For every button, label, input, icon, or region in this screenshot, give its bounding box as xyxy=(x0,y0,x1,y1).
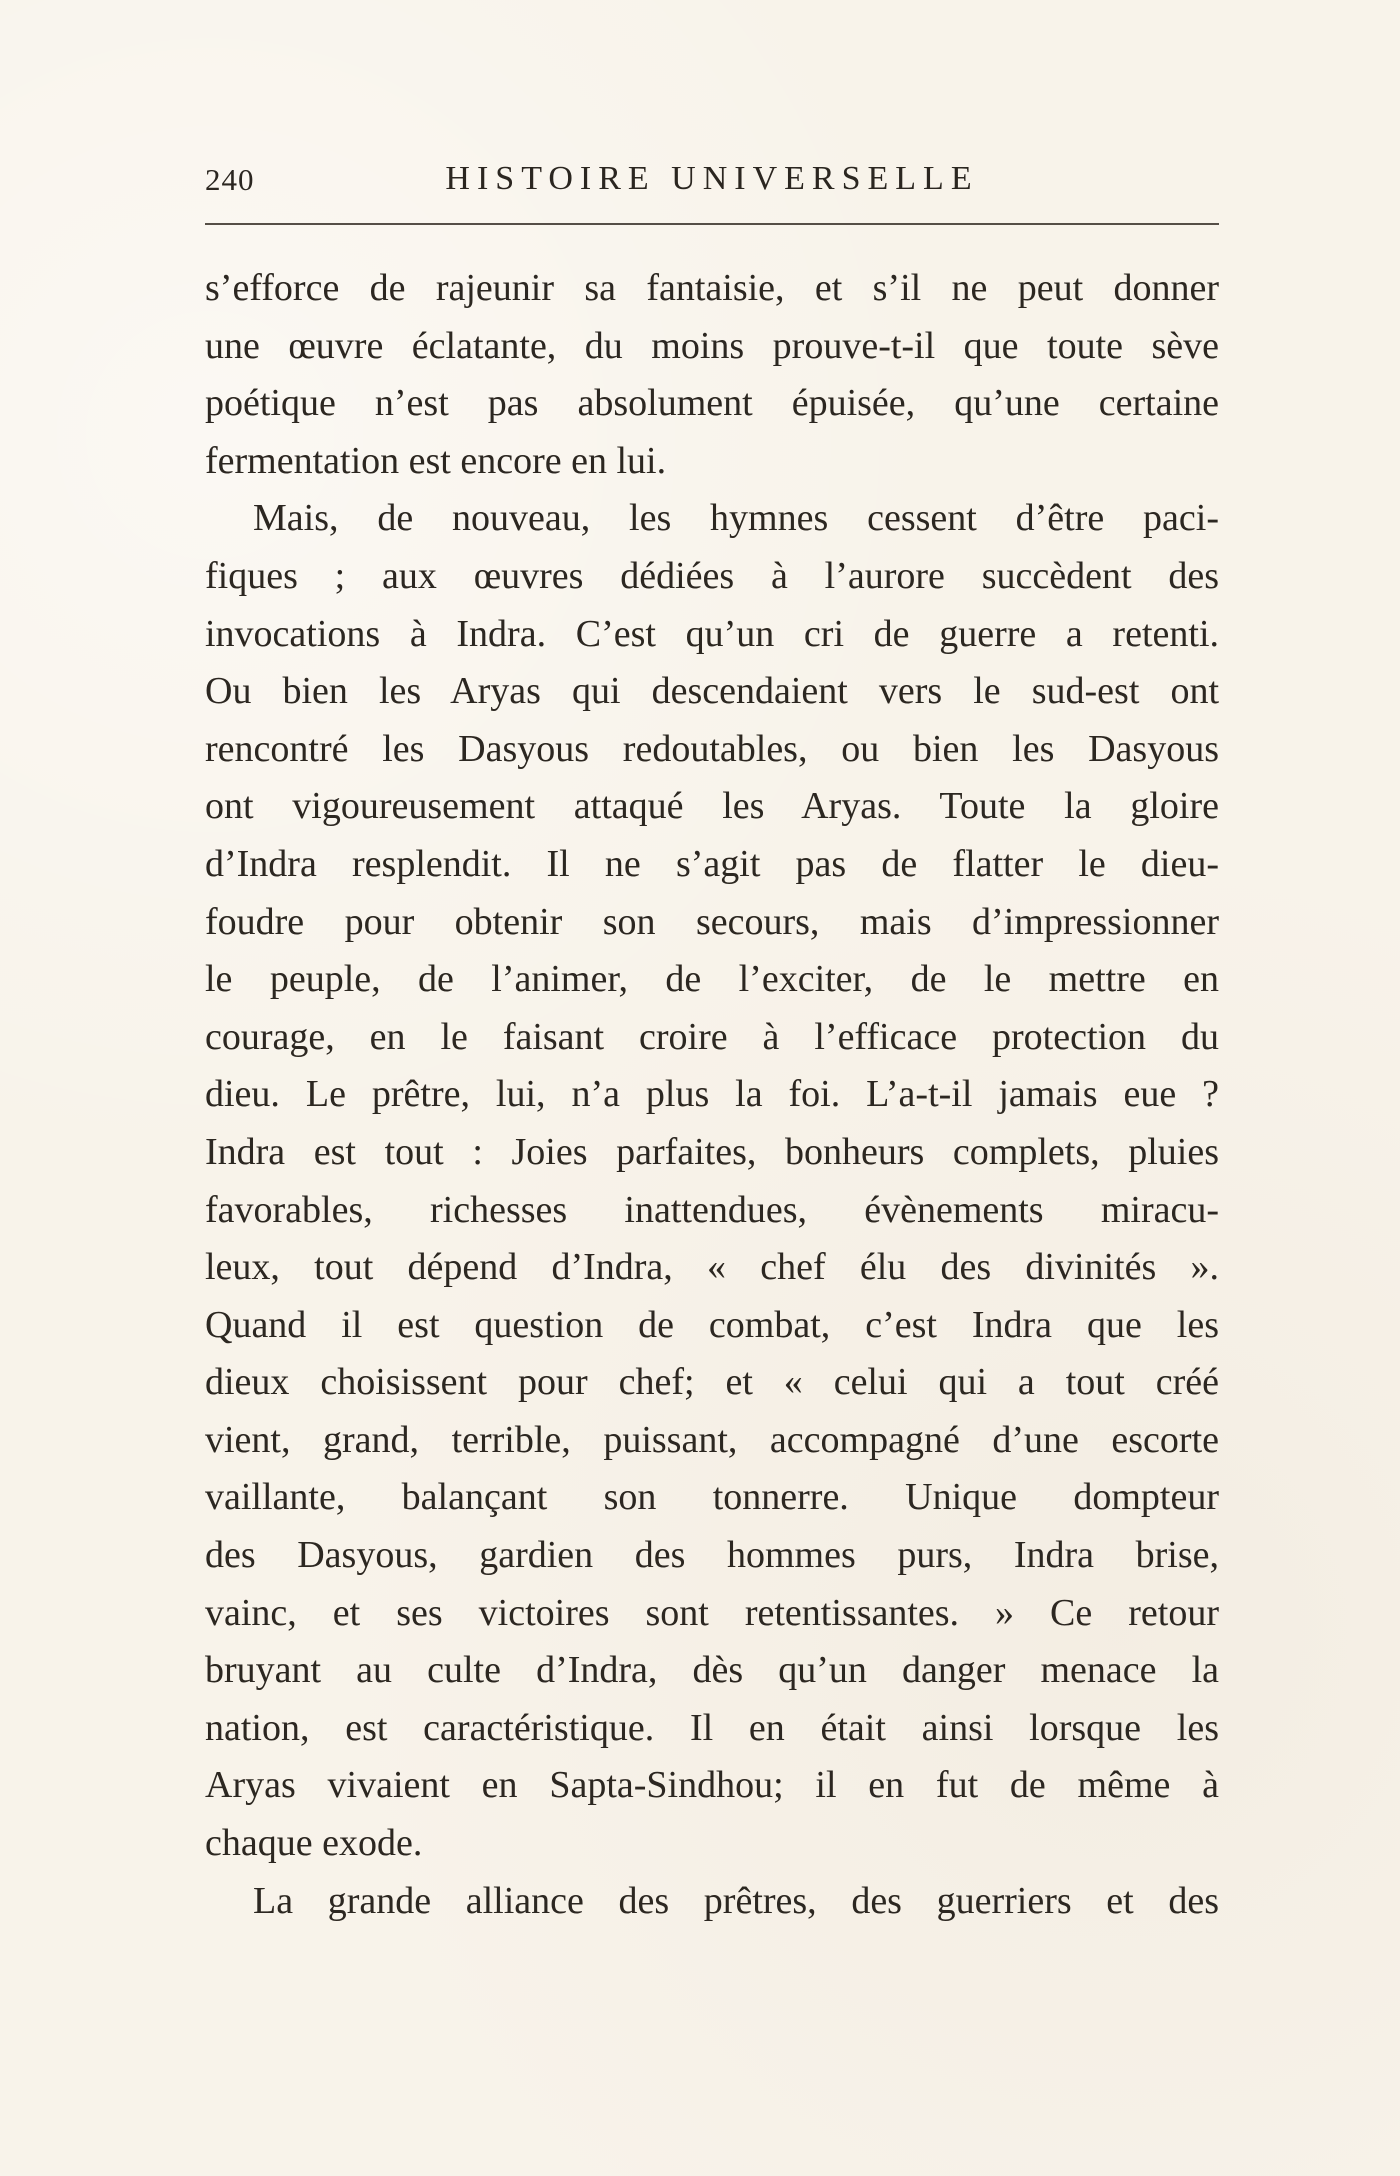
text-line: rencontré les Dasyous redoutables, ou bien les Dasyous xyxy=(205,727,1219,770)
text-line: dieu. Le prêtre, lui, n’a plus la foi. L’a-t-il jamais eue ? xyxy=(205,1073,1219,1116)
text-line: Ou bien les Aryas qui descendaient vers le sud-est ont xyxy=(205,670,1219,713)
text-line: dieux choisissent pour chef; et « celui qui a tout créé xyxy=(205,1361,1219,1404)
text-line: foudre pour obtenir son secours, mais d’impressionner xyxy=(205,900,1219,943)
page-header xyxy=(205,160,1219,200)
text-line: bruyant au culte d’Indra, dès qu’un danger menace la xyxy=(205,1649,1219,1692)
text-line: vaillante, balançant son tonnerre. Unique dompteur xyxy=(205,1476,1219,1519)
text-line: La grande alliance des prêtres, des guerriers et des xyxy=(253,1879,1219,1922)
text-line: des Dasyous, gardien des hommes purs, Indra brise, xyxy=(205,1534,1219,1577)
text-line: Indra est tout : Joies parfaites, bonheurs complets, pluies xyxy=(205,1130,1219,1173)
page-number: 240 xyxy=(205,162,255,197)
header-rule xyxy=(205,223,1219,225)
text-line: courage, en le faisant croire à l’efficace protection du xyxy=(205,1015,1219,1058)
text-line: fermentation est encore en lui. xyxy=(205,439,667,482)
text-line: Mais, de nouveau, les hymnes cessent d’être paci- xyxy=(253,497,1219,540)
text-line: fiques ; aux œuvres dédiées à l’aurore succèdent des xyxy=(205,554,1219,597)
text-line: favorables, richesses inattendues, évènements miracu- xyxy=(205,1188,1219,1231)
text-line: Quand il est question de combat, c’est Indra que les xyxy=(205,1303,1219,1346)
text-line: invocations à Indra. C’est qu’un cri de guerre a retenti. xyxy=(205,612,1219,655)
text-line: poétique n’est pas absolument épuisée, qu’une certaine xyxy=(205,382,1219,425)
running-title: HISTOIRE UNIVERSELLE xyxy=(445,160,979,197)
text-line: d’Indra resplendit. Il ne s’agit pas de flatter le dieu- xyxy=(205,842,1219,885)
text-line: s’efforce de rajeunir sa fantaisie, et s’il ne peut donner xyxy=(205,267,1219,309)
text-line: chaque exode. xyxy=(205,1822,423,1865)
text-line: une œuvre éclatante, du moins prouve-t-il que toute sève xyxy=(205,324,1219,367)
text-line: vient, grand, terrible, puissant, accompagné d’une escorte xyxy=(205,1418,1219,1461)
text-line: le peuple, de l’animer, de l’exciter, de le mettre en xyxy=(205,958,1219,1001)
body-text xyxy=(205,260,1219,1930)
text-line: leux, tout dépend d’Indra, « chef élu des divinités ». xyxy=(205,1246,1219,1289)
text-line: Aryas vivaient en Sapta-Sindhou; il en fut de même à xyxy=(205,1764,1219,1807)
text-line: vainc, et ses victoires sont retentissantes. » Ce retour xyxy=(205,1591,1219,1634)
text-line: ont vigoureusement attaqué les Aryas. Toute la gloire xyxy=(205,785,1219,828)
text-line: nation, est caractéristique. Il en était ainsi lorsque les xyxy=(205,1706,1219,1749)
